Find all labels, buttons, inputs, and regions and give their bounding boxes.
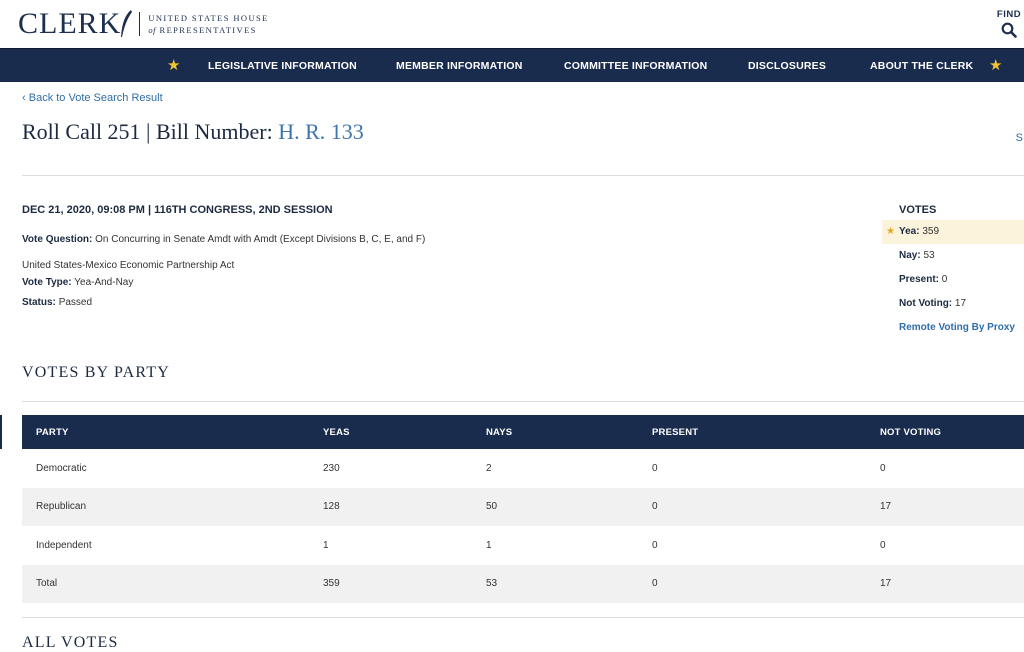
back-link[interactable] (22, 92, 163, 104)
nay-value: 53 (923, 250, 935, 261)
site-header (0, 0, 1024, 48)
present-count (882, 268, 1024, 292)
party-cell: Democratic (22, 449, 323, 488)
search-icon (1001, 22, 1017, 38)
votes-heading: VOTES (899, 204, 937, 216)
present-cell: 0 (652, 526, 880, 565)
table-row-total (22, 565, 1024, 604)
not-voting-value: 17 (954, 298, 967, 309)
column-header-nays: NAYS (486, 426, 513, 438)
vote-status-label: Status: (22, 297, 56, 308)
not-voting-count (882, 292, 1024, 316)
nays-cell: 50 (486, 488, 652, 527)
vote-type-label: Vote Type: (22, 277, 72, 288)
nay-count (882, 244, 1024, 268)
logo-subtitle-of: of (148, 25, 156, 35)
vote-date-session: DEC 21, 2020, 09:08 PM | 116TH CONGRESS, 2ND SESSION (22, 204, 333, 216)
nav-member-information[interactable]: MEMBER INFORMATION (396, 60, 523, 72)
divider (22, 175, 1024, 176)
logo-wordmark: CLERK (18, 7, 122, 40)
page-title-prefix: Roll Call 251 | Bill Number: (22, 119, 279, 144)
logo-subtitle-line2: REPRESENTATIVES (159, 25, 257, 35)
votes-by-party-heading: VOTES BY PARTY (22, 364, 171, 381)
not-voting-cell: 17 (880, 488, 1024, 527)
nay-label: Nay: (899, 250, 921, 261)
yeas-cell: 359 (323, 565, 486, 604)
yeas-cell: 1 (323, 526, 486, 565)
main-nav (0, 48, 1024, 82)
vote-question-label: Vote Question: (22, 234, 93, 245)
quill-icon (119, 9, 133, 39)
logo-subtitle (139, 12, 268, 36)
column-header-present: PRESENT (652, 426, 699, 438)
star-icon: ★ (886, 226, 895, 237)
vote-status (22, 297, 92, 308)
not-voting-label: Not Voting: (899, 298, 953, 309)
nav-about-the-clerk[interactable]: ABOUT THE CLERK (870, 60, 974, 72)
all-votes-heading: ALL VOTES (22, 634, 119, 651)
nays-cell: 2 (486, 449, 652, 488)
logo-subtitle-line1: UNITED STATES HOUSE (148, 13, 269, 23)
find-button[interactable] (996, 9, 1022, 38)
column-header-yeas: YEAS (323, 426, 350, 438)
vote-type-value: Yea-And-Nay (74, 277, 134, 288)
share-link[interactable]: S (1015, 132, 1023, 144)
yea-value: 359 (922, 226, 940, 237)
not-voting-cell: 0 (880, 449, 1024, 488)
nav-disclosures[interactable]: DISCLOSURES (748, 60, 827, 72)
page-title (22, 119, 364, 145)
party-cell: Republican (22, 488, 323, 527)
chevron-left-icon: ‹ (22, 92, 26, 104)
present-value: 0 (941, 274, 948, 285)
nays-cell: 53 (486, 565, 652, 604)
nays-cell: 1 (486, 526, 652, 565)
divider (22, 401, 1024, 402)
table-row (22, 488, 1024, 527)
present-cell: 0 (652, 565, 880, 604)
bill-number-link[interactable]: H. R. 133 (278, 119, 364, 144)
vote-type (22, 277, 133, 288)
nav-star-icon: ★ (167, 57, 181, 74)
yeas-cell: 230 (323, 449, 486, 488)
table-row (22, 526, 1024, 565)
yea-count (882, 220, 1024, 244)
votes-by-party-table (22, 415, 1024, 604)
bill-title: United States-Mexico Economic Partnership Act (22, 260, 235, 271)
vote-question (22, 234, 425, 245)
yea-label: Yea: (899, 226, 920, 237)
clerk-logo[interactable] (18, 6, 269, 42)
present-label: Present: (899, 274, 940, 285)
nav-committee-information[interactable]: COMMITTEE INFORMATION (564, 60, 708, 72)
remote-voting-proxy-link[interactable]: Remote Voting By Proxy (899, 322, 1015, 333)
column-header-not-voting: NOT VOTING (880, 426, 942, 438)
column-header-party: PARTY (36, 426, 69, 438)
vote-status-value: Passed (58, 297, 93, 308)
table-row (22, 449, 1024, 488)
vote-question-value: On Concurring in Senate Amdt with Amdt (Except Divisions B, C, E, and F) (95, 234, 426, 245)
present-cell: 0 (652, 488, 880, 527)
not-voting-cell: 0 (880, 526, 1024, 565)
nav-legislative-information[interactable]: LEGISLATIVE INFORMATION (208, 60, 357, 72)
divider (22, 617, 1024, 618)
present-cell: 0 (652, 449, 880, 488)
find-label: FIND (996, 9, 1022, 20)
party-cell: Total (22, 565, 323, 604)
votes-summary (882, 200, 1024, 340)
nav-star-icon: ★ (989, 57, 1003, 74)
table-header-row (22, 415, 1024, 449)
edge-marker (0, 415, 2, 449)
party-cell: Independent (22, 526, 323, 565)
yeas-cell: 128 (323, 488, 486, 527)
not-voting-cell: 17 (880, 565, 1024, 604)
back-link-label: Back to Vote Search Result (28, 92, 163, 104)
